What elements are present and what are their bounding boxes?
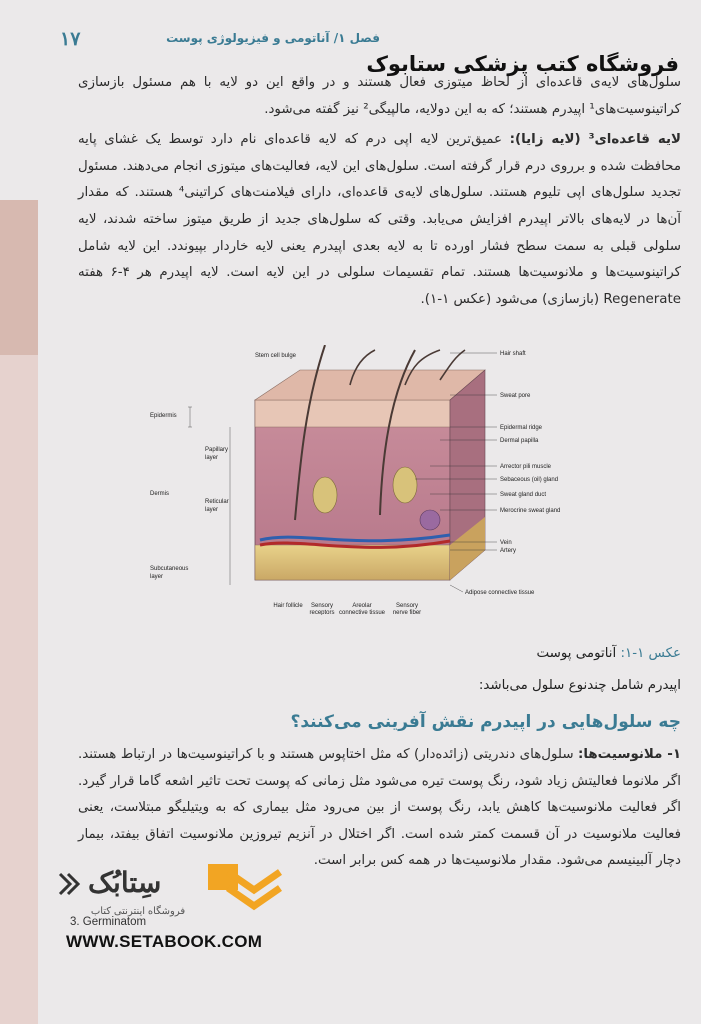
- label-dermis: Dermis: [150, 491, 169, 497]
- intro-line: اپیدرم شامل چندنوع سلول می‌باشد:: [478, 678, 681, 693]
- figure-caption: [536, 646, 681, 661]
- label-merocrine-gland: Merocrine sweat gland: [500, 508, 561, 514]
- label-adipose: Adipose connective tissue: [465, 590, 535, 596]
- label-papillary-2: layer: [205, 455, 219, 461]
- label-subcutaneous-2: layer: [150, 574, 164, 580]
- label-stem-cell-bulge: Stem cell bulge: [255, 353, 297, 359]
- caption-text: آناتومی پوست: [536, 646, 621, 661]
- label-dermal-papilla: Dermal papilla: [500, 438, 539, 444]
- label-sensory-1: Sensory: [310, 603, 334, 609]
- store-watermark: فروشگاه کتب پزشکی ستابوک: [366, 52, 679, 76]
- label-connective-tissue: connective tissue: [338, 610, 386, 615]
- basal-layer-text: عمیق‌ترین لایه اپی درم که لایه قاعده‌ای نام دارد توسط یک غشای پایه محافظت شده و برروی درم قرار گرفته است. سلول‌های این لایه، فعالیت‌های میتوزی انجام می‌دهند. مسئول تجدید سلول‌های اپی تلیوم هستند. سلول‌های لایه‌ی قاعده‌ای، دارای فیلامنت‌های کراتینی⁴ هستند. که مقدار آن‌ها در لایه‌های بالاتر اپیدرم افزایش می‌یابد. وقتی که سلول‌های جدید از طریق میتوز ساخته شدند، لایه سلولی قبلی به سمت سطح فشار اورده تا به لایه بعدی اپیدرم یعنی لایه خاردار بپیوندد. این لایه شامل کراتینوسیت‌ها و ملانوسیت‌ها هستند. تمام تقسیمات سلولی در این لایه است. لایه اپیدرم هر ۴-۶ هفته Regenerate (بازسازی) می‌شود (عکس ۱-۱).: [78, 132, 682, 307]
- text-block-top: [78, 70, 681, 313]
- label-sweat-gland-duct: Sweat gland duct: [500, 492, 547, 498]
- label-areolar: Areolar: [352, 603, 372, 609]
- label-sweat-pore: Sweat pore: [500, 393, 531, 399]
- section-title: چه سلول‌هایی در اپیدرم نقش آفرینی می‌کنند؟: [290, 712, 681, 732]
- svg-text:سِتابُک: سِتابُک: [88, 867, 162, 898]
- melanocytes-lead: ۱- ملانوسیت‌ها:: [578, 747, 681, 762]
- label-subcutaneous-1: Subcutaneous: [150, 566, 189, 572]
- label-arrector-pili: Arrector pili muscle: [500, 464, 552, 470]
- label-reticular-1: Reticular: [205, 499, 229, 505]
- melanocytes-text: سلول‌های دندریتی (زائده‌دار) که مثل اختاپوس هستند و با کراتینوسیت‌ها در ارتباط هستند. اگر ملانوما فعالیتش زیاد شود، رنگ پوست تیره می‌شود مثل زمانی که پوست تحت تاثیر اشعه گاما قرار گیرد. اگر فعالیت ملانوسیت‌ها کاهش یابد، رنگ پوست از بین می‌رود مثل بیماری که به ویتیلیگو مبتلاست، یعنی فعالیت ملانوسیت در آن قسمت کمتر شده است. اگر اختلال در آنزیم تیروزین ملانوسیت اتفاق بیفتد، بیمار دچار آلبینیسم می‌شود. مقدار ملانوسیت‌ها در همه کس برابر است.: [78, 747, 681, 869]
- page-header: [60, 28, 680, 54]
- label-papillary-1: Papillary: [205, 447, 229, 453]
- footnote: 3. Germinatom: [70, 916, 147, 928]
- basal-layer-lead: لایه قاعده‌ای³ (لایه زایا):: [509, 132, 681, 148]
- label-reticular-2: layer: [205, 507, 219, 513]
- website-url: WWW.SETABOOK.COM: [66, 932, 263, 951]
- label-nerve-fiber: nerve fiber: [392, 610, 422, 615]
- label-hair-shaft: Hair shaft: [500, 351, 526, 357]
- paragraph-basal-layer: [78, 127, 681, 313]
- page-edge-band: [0, 200, 38, 1024]
- label-hair-follicle: Hair follicle: [273, 603, 303, 609]
- caption-number: عکس ۱-۱:: [620, 646, 681, 661]
- label-vein: Vein: [500, 540, 512, 546]
- logo-caption: فروشگاه اینترنتی کتاب: [90, 906, 186, 917]
- chapter-title: فصل ۱/ آناتومی و فیزیولوژی پوست: [166, 31, 380, 45]
- setabook-logo: [58, 852, 304, 922]
- label-epidermis: Epidermis: [150, 413, 177, 419]
- label-sensory-2: Sensory: [395, 603, 419, 609]
- label-artery: Artery: [500, 548, 517, 554]
- page-number: ۱۷: [60, 28, 81, 50]
- skin-anatomy-figure: [150, 345, 580, 615]
- label-epidermal-ridge: Epidermal ridge: [500, 425, 543, 431]
- label-sebaceous-gland: Sebaceous (oil) gland: [500, 477, 559, 483]
- label-receptors: receptors: [309, 610, 335, 615]
- paragraph-malpighian: سلول‌های لایه‌ی قاعده‌ای از لحاظ میتوزی فعال هستند و در واقع این دو لایه با هم مسئول بازسازی کراتینوسیت‌های¹ اپیدرم هستند؛ که به این دولایه، مالپیگی² نیز گفته می‌شود.: [78, 75, 681, 117]
